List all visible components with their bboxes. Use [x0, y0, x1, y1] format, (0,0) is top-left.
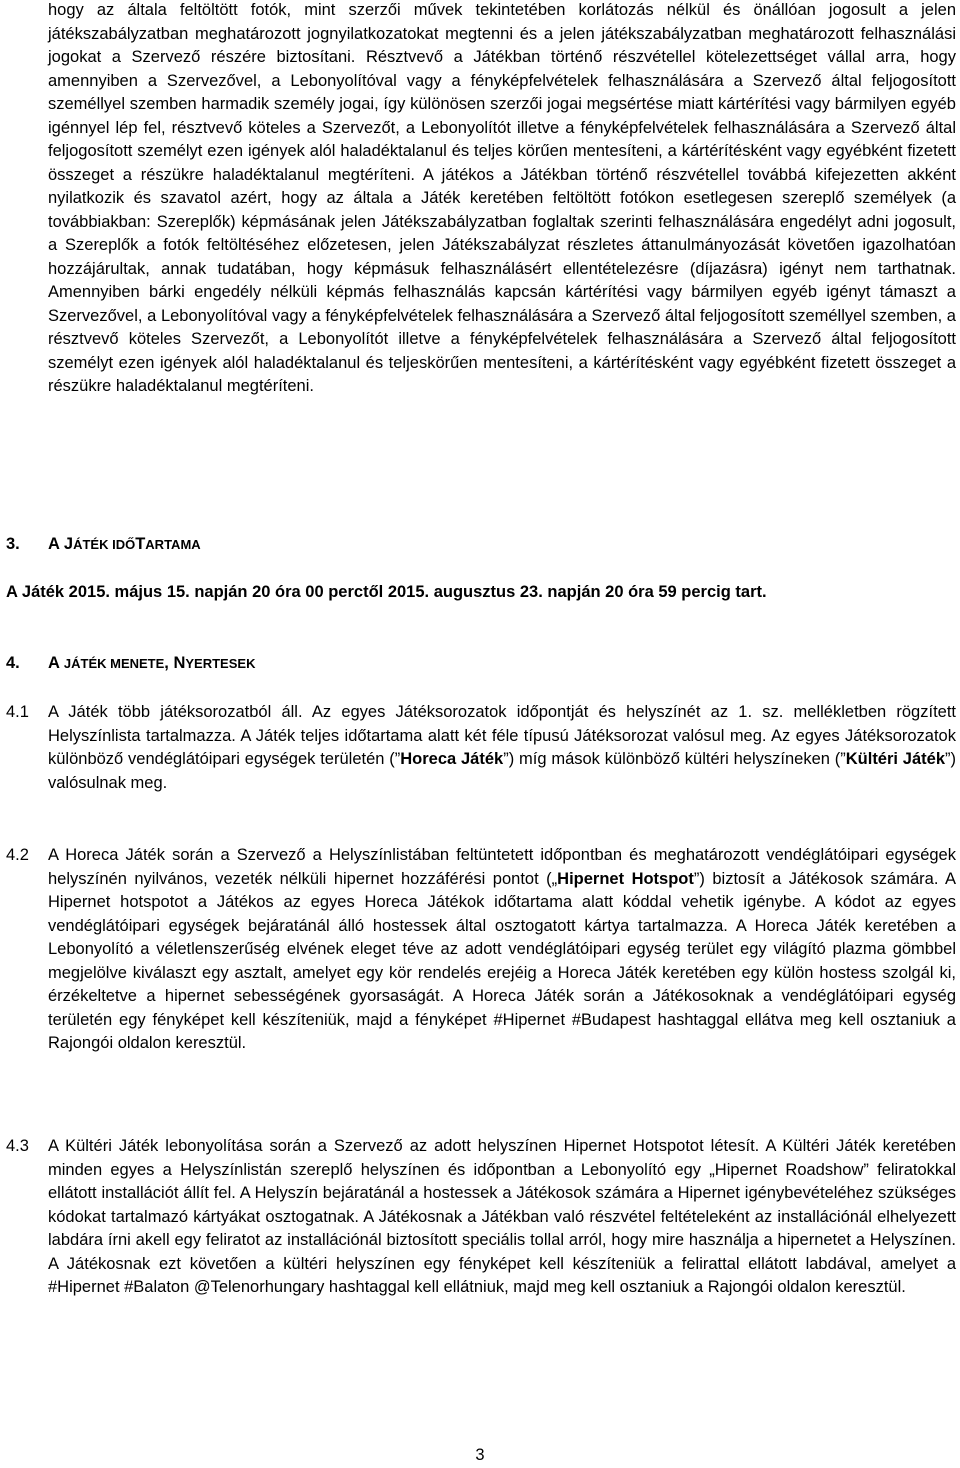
item-4-1-number: 4.1 — [6, 703, 29, 721]
item-4-3-text: A Kültéri Játék lebonyolítása során a Szervező az adott helyszínen Hipernet Hotspotot létesít. A Kültéri Játék keretében minden egyes a Helyszínlistán szereplő helyszínen és időpontban a Lebonyolító egy „Hipernet Roadshow” feliratokkal ellátott installációt állít fel. A Helyszín bejáratánál a hostessek a Játékosok számára a Hipernet igénybevételéhez szükséges kódokat tartalmazó kártyákat osztogatnak. A Játékosnak a Játékban való részvétel feltételeként az installációnál elhelyezett labdára írni akell egy feliratot az installációnál biztosított speciális tollal arról, hogy mire használja a hipernetet a Helyszínen. A Játékosnak ezt követően a kültéri helyszínen egy fényképet kell készíteniük a felirattal ellátott labdával, amelyet a #Hipernet #Balaton @Telenorhungary hashtaggal kell ellátniuk, majd meg kell osztaniuk a Rajongói oldalon keresztül. — [48, 1137, 956, 1296]
section-4-number: 4. — [6, 654, 20, 672]
intro-paragraph — [48, 0, 956, 399]
hotspot-term: Hipernet Hotspot — [557, 869, 694, 888]
intro-part-1: hogy az általa feltöltött fotók, mint szerzői művek tekintetében korlátozás nélkül és önállóan jogosult a jelen játékszabályzatban meghatározott jognyilatkozatokat megtenni és a jelen játékszabályzatban meghatározott felhasználási jogokat a Szervező részére biztosítani. Résztvevő a Játékban történő részvétellel kötelezettséget vállal arra, hogy amennyiben a Szervezővel, a Lebonyolítóval vagy a fényképfelvételek felhasználására a Szervező által feljogosított személlyel szemben harmadik személy jogai, így különösen szerzői jogai megsértése miatt kártérítési vagy bármilyen egyéb igénnyel lép fel, résztvevő köteles a Szervezőt, a Lebonyolítót illetve a fényképfelvételek felhasználására a Szervező által feljogosított személyt ezen igények alól haladéktalanul és teljes körűen mentesíteni, a kártérítésként vagy egyébként fizetett összeget a részükre haladéktalanul megtéríteni. — [48, 1, 956, 184]
horeca-term: Horeca Játék — [400, 750, 504, 768]
intro-part-2: A játékos a Játékban történő részvétellel továbbá kifejezetten akként nyilatkozik és szavatol azért, hogy az általa a Játék keretében feltöltött fotókon esetlegesen szereplő személyek (a továbbiakban: Szereplők) képmásának jelen Játékszabályzatban foglaltak szerinti felhasználására engedélyt adni jogosult, a Szereplők a fotók feltöltéséhez előzetesen, jelen Játékszabályzat részletes áttanulmányozását követően igazolhatóan hozzájárultak, annak tudatában, hogy képmásuk felhasználásért ellentételezésre (díjazásra) igényt nem tarthatnak. Amennyiben bárki engedély nélküli képmás felhasználás kapcsán kártérítési vagy bármilyen egyéb igényt támaszt a Szervezővel, a Lebonyolítóval vagy a fényképfelvételek felhasználására a Szervező által feljogosított személlyel szemben, a résztvevő köteles Szervezőt, a Lebonyolítót illetve a fényképfelvételek felhasználására a Szervező által feljogosított személyt ezen igények alól haladéktalanul és teljeskörűen mentesíteni, a kártérítésként vagy egyébként fizetett összeget a részükre haladéktalanul megtéríteni. — [48, 165, 956, 395]
section-3-body: A Játék 2015. május 15. napján 20 óra 00 perctől 2015. augusztus 23. napján 20 óra 59 percig tart. — [6, 583, 767, 601]
kulteri-term: Kültéri Játék — [845, 750, 946, 768]
section-3-number: 3. — [6, 535, 20, 553]
item-4-3-number: 4.3 — [6, 1137, 29, 1155]
item-4-2-number: 4.2 — [6, 846, 29, 864]
section-4-heading: 4. A JÁTÉK MENETE, NYERTESEK — [6, 654, 256, 672]
section-3-heading: 3. A JÁTÉK IDŐTARTAMA — [6, 535, 201, 553]
page-number: 3 — [475, 1446, 485, 1464]
item-4-1-text: A Játék több játéksorozatból áll. Az egyes Játéksorozatok időpontját és helyszínét az 1. sz. mellékletben rögzített Helyszínlista tartalmazza. A Játék teljes időtartama alatt két féle típusú Játéksorozat valósul meg. Az egyes Játéksorozatok különböző vendéglátóipari egységek területén (”Horeca Játék”) míg mások különböző kültéri helyszíneken (”Kültéri Játék”) valósulnak meg. — [48, 703, 957, 792]
item-4-2-text: A Horeca Játék során a Szervező a Helyszínlistában feltüntetett időpontban és meghatározott vendéglátóipari egységek helyszínén nyilvános, vezeték nélküli hipernet hozzáférési pontot („Hipernet Hotspot”) biztosít a Játékosok számára. A Hipernet hotspotot a Játékos az egyes Horeca Játékok időtartama alatt kóddal vehetik igénybe. A kódot az egyes vendéglátóipari egységek bejáratánál álló hostessek által osztogatott kártya tartalmazza. A Horeca Játék keretében a Lebonyolító a véletlenszerűség elvének eleget téve az adott vendéglátóipari egység terület egy világító plazma gömbbel megjelölve kiválaszt egy asztalt, amelyet egy kör rendelés erejéig a Horeca Játék keretében egy külön hostess szolgál ki, érzékeltetve a hipernet sebességének gyorsaságát. A Horeca Játék során a Játékosoknak a vendéglátóipari egység területén egy fényképet kell készíteniük, majd a fényképet #Hipernet #Budapest hashtaggal ellátva meg kell osztaniuk a Rajongói oldalon keresztül. — [48, 846, 956, 1052]
